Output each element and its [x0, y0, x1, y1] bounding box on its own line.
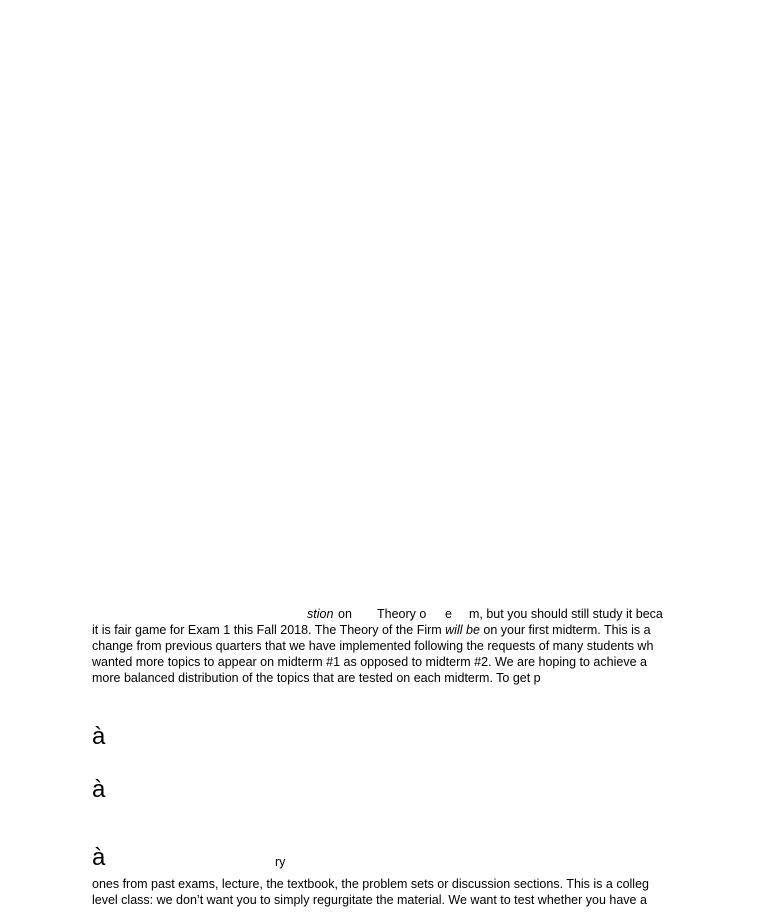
text-fragment: stion	[307, 607, 334, 621]
paragraph-line: more balanced distribution of the topics that are tested on each midterm. To get p	[92, 671, 541, 685]
paragraph-line: ones from past exams, lecture, the textbook, the problem sets or discussion sections. This is a colleg	[92, 877, 649, 891]
text-fragment: e	[445, 607, 452, 621]
text-fragment: on	[338, 607, 352, 621]
paragraph-line: wanted more topics to appear on midterm #1 as opposed to midterm #2. We are hoping to achieve a	[92, 655, 647, 669]
paragraph-line: level class: we don’t want you to simply regurgitate the material. We want to test whether you have a	[92, 893, 647, 907]
paragraph-line: change from previous quarters that we have implemented following the requests of many students wh	[92, 639, 654, 653]
text-fragment: ry	[275, 855, 286, 869]
text-fragment: Theory o	[377, 607, 427, 621]
bullet-glyph: à	[92, 776, 106, 803]
bullet-glyph: à	[92, 844, 106, 871]
paragraph-line: it is fair game for Exam 1 this Fall 2018. The Theory of the Firm will be on your first midterm. This is a	[92, 623, 651, 637]
bullet-glyph: à	[92, 723, 106, 750]
text-fragment: m, but you should still study it beca	[469, 607, 663, 621]
